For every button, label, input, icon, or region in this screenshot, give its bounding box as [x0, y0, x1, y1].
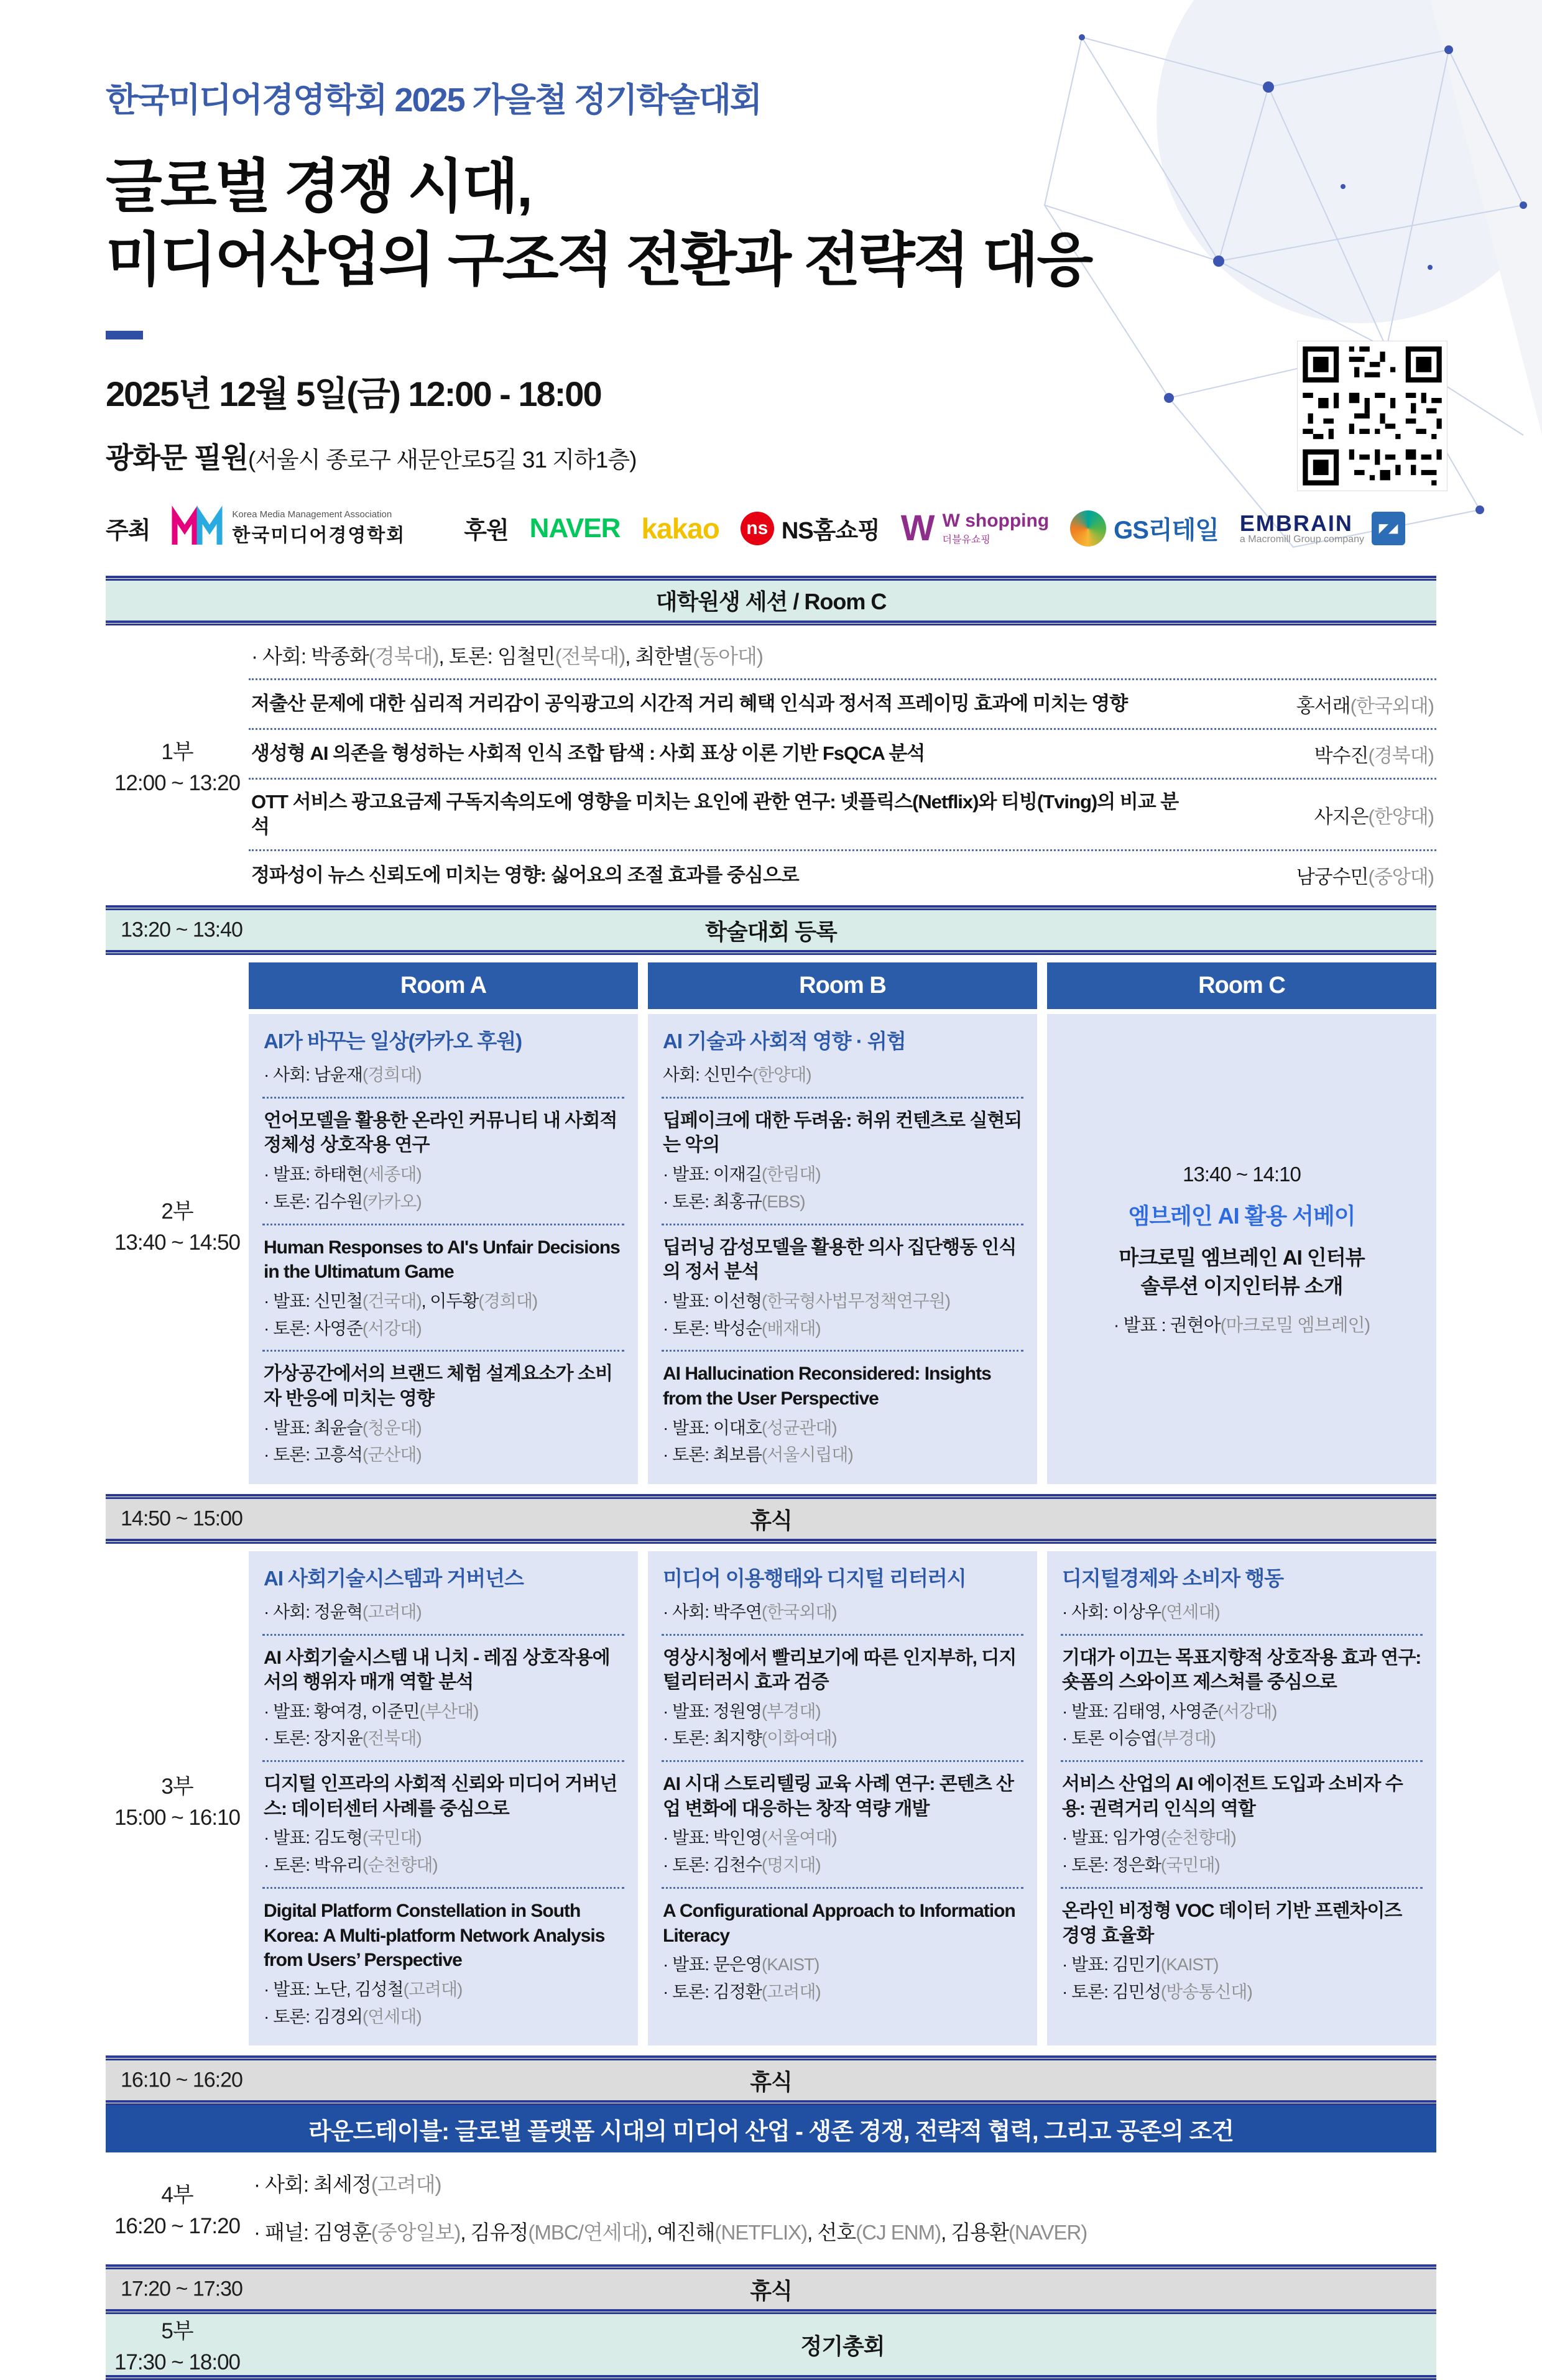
break3-label: 휴식: [750, 2277, 792, 2304]
part5-block: [106, 2314, 1436, 2375]
dotted-divider: [662, 1760, 1023, 1762]
part1-time: [106, 625, 249, 906]
w-shopping-subtext: 더블유쇼핑: [942, 535, 990, 546]
paper-title: 딥페이크에 대한 두려움: 허위 컨텐츠로 실현되는 악의: [663, 1110, 1022, 1156]
w-shopping-text: W shopping: [942, 510, 1050, 532]
part2-time: [106, 955, 249, 1494]
kakao-logo: kakao: [641, 512, 719, 545]
paper-discussant-line: · 토론 이승엽(부경대): [1062, 1728, 1216, 1748]
paper-presenter-line: · 발표: 임가영(순천향대): [1062, 1828, 1236, 1848]
room-b-column: [648, 962, 1037, 1484]
part2-block: [106, 955, 1436, 1494]
section-grad-header: [106, 581, 1436, 620]
w-shopping-logo: [900, 507, 1050, 548]
macromill-mark-icon: [1372, 512, 1405, 545]
embrain-subtext: a Macromill Group company: [1239, 534, 1364, 545]
part5-label: 5부: [161, 2319, 193, 2344]
part5-hours: 17:30 ~ 18:00: [114, 2350, 241, 2375]
divider: [106, 2375, 1436, 2380]
paper-discussant-line: · 토론: 정은화(국민대): [1062, 1855, 1220, 1875]
paper-title: AI Hallucination Reconsidered: Insights from the User Perspective: [663, 1363, 991, 1409]
embrain-session-subtitle: [1119, 1243, 1364, 1301]
conference-kicker: 한국미디어경영학회 2025 가을철 정기학술대회: [106, 81, 762, 119]
kmma-logo: [171, 509, 405, 548]
paper-presenter: 사지은(한양대): [1314, 805, 1434, 828]
break2-band: [106, 2060, 1436, 2100]
session-chair: · 사회: 남윤재(경희대): [264, 1065, 422, 1085]
paper-title: OTT 서비스 광고요금제 구독지속의도에 영향을 미치는 요인에 관한 연구: 넷플릭스(Netflix)와 티빙(Tving)의 비교 분석: [251, 790, 1179, 838]
paper-discussant-line: · 토론: 장지윤(전북대): [264, 1728, 422, 1748]
part4-content: [249, 2152, 1436, 2264]
part4-label: 4부: [161, 2183, 193, 2208]
dotted-divider: [262, 1634, 624, 1636]
divider: [106, 950, 1436, 955]
accent-dash: [106, 331, 143, 339]
divider: [106, 2055, 1436, 2060]
kmma-text: [232, 509, 405, 547]
event-datetime: 2025년 12월 5일(금) 12:00 - 18:00: [106, 374, 601, 413]
session-title: AI 사회기술시스템과 거버넌스: [264, 1567, 524, 1590]
embrain-text: EMBRAIN: [1239, 510, 1353, 536]
session-title: 미디어 이용행태와 디지털 리터러시: [663, 1567, 966, 1590]
embrain-subtitle-line1: 마크로밀 엠브레인 AI 인터뷰: [1119, 1246, 1365, 1270]
part3-columns: [249, 1544, 1436, 2055]
paper-title: 딥러닝 감성모델을 활용한 의사 집단행동 인식의 정서 분석: [663, 1237, 1017, 1283]
divider: [106, 620, 1436, 625]
room-a-body: [249, 1014, 638, 1484]
break1-time: 14:50 ~ 15:00: [121, 1506, 242, 1531]
gs-mark-icon: [1070, 510, 1106, 547]
paper-title: 영상시청에서 빨리보기에 따른 인지부하, 디지털리터러시 효과 검증: [663, 1647, 1017, 1693]
part3-hours: 15:00 ~ 16:10: [114, 1805, 241, 1830]
room-c-body: [1047, 1014, 1436, 1484]
part4-time: [106, 2152, 249, 2264]
part2-hours: 13:40 ~ 14:50: [114, 1230, 241, 1255]
room-a-body: [249, 1551, 638, 2046]
part5-title: 정기총회: [800, 2333, 885, 2359]
paper-row: [249, 730, 1436, 778]
paper-presenter-line: · 발표: 김태영, 사영준(서강대): [1062, 1701, 1277, 1721]
room-c-body: [1047, 1551, 1436, 2046]
room-a-column: [249, 962, 638, 1484]
part2-label: 2부: [161, 1199, 193, 1224]
paper-title: 저출산 문제에 대한 심리적 거리감이 공익광고의 시간적 거리 혜택 인식과 정서적 프레이밍 효과에 미치는 영향: [251, 693, 1128, 715]
paper-discussant-line: · 토론: 김정환(고려대): [663, 1982, 821, 2002]
paper-title: Digital Platform Constellation in South Korea: A Multi-platform Network Analysis from Users’ Perspective: [264, 1901, 605, 1971]
gs-retail-text: GS리테일: [1114, 517, 1219, 545]
paper-discussant-line: · 토론: 사영준(서강대): [264, 1318, 422, 1338]
part1-rows: [249, 625, 1436, 906]
part3-time: [106, 1544, 249, 2055]
embrain-session-time: 13:40 ~ 14:10: [1183, 1162, 1301, 1186]
embrain-session: [1062, 1028, 1421, 1470]
qr-code: [1297, 341, 1447, 491]
registration-time: 13:20 ~ 13:40: [121, 918, 242, 942]
divider: [106, 905, 1436, 910]
divider: [106, 2100, 1436, 2105]
room-b-header: Room B: [648, 962, 1037, 1009]
paper-presenter-line: · 발표: 이재길(한림대): [663, 1165, 821, 1184]
part4-hours: 16:20 ~ 17:20: [114, 2214, 241, 2239]
host-label: 주최: [106, 518, 150, 545]
paper-discussant-line: · 토론: 최지향(이화여대): [663, 1728, 837, 1748]
paper-row: [249, 851, 1436, 899]
session-title: AI 기술과 사회적 영향 · 위험: [663, 1030, 906, 1053]
poster-title-line2: 미디어산업의 구조적 전환과 전략적 대응: [106, 227, 1092, 293]
room-c-column: [1047, 962, 1436, 1484]
kmma-name-kr: 한국미디어경영학회: [232, 525, 406, 547]
part2-columns: [249, 955, 1436, 1494]
part1-chair: · 사회: 박종화(경북대), 토론: 임철민(전북대), 최한별(동아대): [251, 644, 763, 668]
part5-time: [106, 2314, 249, 2375]
part3-block: [106, 1544, 1436, 2055]
divider: [106, 576, 1436, 581]
paper-title: 언어모델을 활용한 온라인 커뮤니티 내 사회적 정체성 상호작용 연구: [264, 1110, 617, 1156]
poster-title: [106, 150, 1436, 297]
event-venue: [106, 435, 1436, 476]
room-b-body: [648, 1551, 1037, 2046]
paper-discussant-line: · 토론: 김천수(명지대): [663, 1855, 821, 1875]
w-mark-icon: W: [900, 507, 935, 548]
organizers-row: [106, 509, 1436, 548]
paper-presenter-line: · 발표: 이선형(한국형사법무정책연구원): [663, 1291, 951, 1311]
ns-mark-icon: ns: [741, 512, 774, 545]
paper-discussant-line: · 토론: 박유리(순천향대): [264, 1855, 438, 1875]
roundtable-banner: [106, 2105, 1436, 2152]
paper-discussant-line: · 토론: 고흥석(군산대): [264, 1445, 422, 1465]
embrain-session-title: 엠브레인 AI 활용 서베이: [1128, 1202, 1355, 1229]
paper-presenter-line: · 발표: 최윤슬(청운대): [264, 1418, 422, 1437]
paper-discussant-line: · 토론: 김민성(방송통신대): [1062, 1982, 1252, 2002]
divider: [106, 1494, 1436, 1499]
dotted-divider: [662, 1887, 1023, 1889]
dotted-divider: [1061, 1634, 1423, 1636]
paper-discussant-line: · 토론: 김경외(연세대): [264, 2006, 422, 2026]
part4-chair: · 사회: 최세정(고려대): [254, 2173, 441, 2197]
paper-title: 가상공간에서의 브랜드 체험 설계요소가 소비자 반응에 미치는 영향: [264, 1363, 612, 1409]
part4-block: [106, 2152, 1436, 2264]
registration-label: 학술대회 등록: [705, 918, 837, 944]
divider: [106, 2264, 1436, 2269]
room-a-column: [249, 1551, 638, 2046]
break3-band: [106, 2269, 1436, 2309]
embrain-session-presenter: · 발표 : 권현아(마크로밀 엠브레인): [1113, 1315, 1370, 1335]
part3-label: 3부: [161, 1774, 193, 1799]
paper-presenter: 홍서래(한국외대): [1296, 694, 1434, 717]
room-c-column: [1047, 1551, 1436, 2046]
naver-logo: NAVER: [529, 512, 621, 543]
dotted-divider: [262, 1097, 624, 1099]
break3-time: 17:20 ~ 17:30: [121, 2277, 242, 2301]
divider: [106, 1539, 1436, 1544]
room-b-column: [648, 1551, 1037, 2046]
room-b-body: [648, 1014, 1037, 1484]
paper-presenter-line: · 발표: 이대호(성균관대): [663, 1418, 837, 1437]
gs-retail-logo: [1070, 510, 1219, 547]
room-c-header: Room C: [1047, 962, 1436, 1009]
poster-title-line1: 글로벌 경쟁 시대,: [106, 154, 531, 219]
paper-presenter-line: · 발표: 김도형(국민대): [264, 1828, 422, 1848]
paper-presenter-line: · 발표: 정원영(부경대): [663, 1701, 821, 1721]
paper-title: 생성형 AI 의존을 형성하는 사회적 인식 조합 탐색 : 사회 표상 이론 기반 FsQCA 분석: [251, 742, 925, 765]
part1-block: [106, 625, 1436, 906]
dotted-divider: [662, 1224, 1023, 1225]
schedule-table: [106, 576, 1436, 2380]
paper-presenter: 박수진(경북대): [1314, 744, 1434, 767]
paper-title: Human Responses to AI's Unfair Decisions in the Ultimatum Game: [264, 1237, 620, 1283]
paper-discussant-line: · 토론: 김수원(카카오): [264, 1191, 422, 1211]
kmma-name-en: Korea Media Management Association: [232, 509, 392, 520]
paper-title: AI 시대 스토리텔링 교육 사례 연구: 콘텐츠 산업 변화에 대응하는 창작 역량 개발: [663, 1774, 1013, 1819]
session-chair: · 사회: 박주연(한국외대): [663, 1602, 837, 1621]
ns-text: NS홈쇼핑: [781, 518, 880, 545]
sponsor-label: 후원: [464, 518, 509, 545]
paper-title: AI 사회기술시스템 내 니치 - 레짐 상호작용에서의 행위자 매개 역할 분석: [264, 1647, 610, 1693]
paper-presenter-line: · 발표: 김민기(KAIST): [1062, 1955, 1219, 1975]
paper-presenter-line: · 발표: 노단, 김성철(고려대): [264, 1979, 463, 1999]
paper-title: 서비스 산업의 AI 에이전트 도입과 소비자 수용: 권력거리 인식의 역할: [1062, 1774, 1403, 1819]
part4-panel: · 패널: 김영훈(중앙일보), 김유정(MBC/연세대), 예진해(NETFLIX), 선호(CJ ENM), 김용환(NAVER): [254, 2221, 1087, 2244]
session-chair: 사회: 신민수(한양대): [663, 1065, 811, 1085]
venue-name: 광화문 필원: [106, 441, 248, 474]
room-a-header: Room A: [249, 962, 638, 1009]
paper-title: 온라인 비정형 VOC 데이터 기반 프렌차이즈 경영 효율화: [1062, 1901, 1402, 1946]
part1-hours: 12:00 ~ 13:20: [114, 771, 241, 796]
paper-presenter-line: · 발표: 박인영(서울여대): [663, 1828, 837, 1848]
part1-label: 1부: [161, 740, 193, 765]
ns-homeshopping-logo: [741, 511, 880, 545]
dotted-divider: [662, 1634, 1023, 1636]
roundtable-title: 라운드테이블: 글로벌 플랫폼 시대의 미디어 산업 - 생존 경쟁, 전략적 협력, 그리고 공존의 조건: [308, 2118, 1234, 2145]
paper-presenter-line: · 발표: 황여경, 이준민(부산대): [264, 1701, 479, 1721]
session-title: 디지털경제와 소비자 행동: [1062, 1567, 1283, 1590]
dotted-divider: [1061, 1887, 1423, 1889]
session-chair: · 사회: 정윤혁(고려대): [264, 1602, 422, 1621]
paper-presenter-line: · 발표: 신민철(건국대), 이두황(경희대): [264, 1291, 538, 1311]
section-grad-title: 대학원생 세션 / Room C: [655, 589, 887, 615]
paper-title: A Configurational Approach to Information Literacy: [663, 1901, 1015, 1946]
session-title: AI가 바꾸는 일상(카카오 후원): [264, 1030, 522, 1053]
dotted-divider: [262, 1887, 624, 1889]
paper-row: [249, 780, 1436, 850]
dotted-divider: [262, 1350, 624, 1352]
paper-title: 디지털 인프라의 사회적 신뢰와 미디어 거버넌스: 데이터센터 사례를 중심으로: [264, 1774, 617, 1819]
break2-time: 16:10 ~ 16:20: [121, 2068, 242, 2092]
break2-label: 휴식: [750, 2069, 792, 2095]
dotted-divider: [1061, 1760, 1423, 1762]
embrain-logo: [1240, 512, 1405, 546]
dotted-divider: [262, 1760, 624, 1762]
venue-detail: (서울시 종로구 새문안로5길 31 지하1층): [247, 446, 637, 473]
registration-band: [106, 910, 1436, 950]
session-chair: · 사회: 이상우(연세대): [1062, 1602, 1220, 1621]
paper-title: 기대가 이끄는 목표지향적 상호작용 효과 연구: 숏폼의 스와이프 제스쳐를 중심으로: [1062, 1647, 1421, 1693]
paper-title: 정파성이 뉴스 신뢰도에 미치는 영향: 싫어요의 조절 효과를 중심으로: [251, 864, 799, 886]
paper-presenter-line: · 발표: 하태현(세종대): [264, 1165, 422, 1184]
embrain-subtitle-line2: 솔루션 이지인터뷰 소개: [1140, 1275, 1343, 1298]
paper-discussant-line: · 토론: 박성순(배재대): [663, 1318, 821, 1338]
paper-presenter-line: · 발표: 문은영(KAIST): [663, 1955, 819, 1975]
dotted-divider: [662, 1350, 1023, 1352]
dotted-divider: [662, 1097, 1023, 1099]
paper-row: [249, 680, 1436, 728]
break1-label: 휴식: [750, 1507, 792, 1533]
divider: [106, 2309, 1436, 2314]
paper-discussant-line: · 토론: 최보름(서울시립대): [663, 1445, 853, 1465]
dotted-divider: [262, 1224, 624, 1225]
paper-presenter: 남궁수민(중앙대): [1296, 866, 1434, 888]
paper-discussant-line: · 토론: 최홍규(EBS): [663, 1191, 805, 1211]
break1-band: [106, 1499, 1436, 1539]
kmma-mark-icon: [171, 509, 224, 548]
